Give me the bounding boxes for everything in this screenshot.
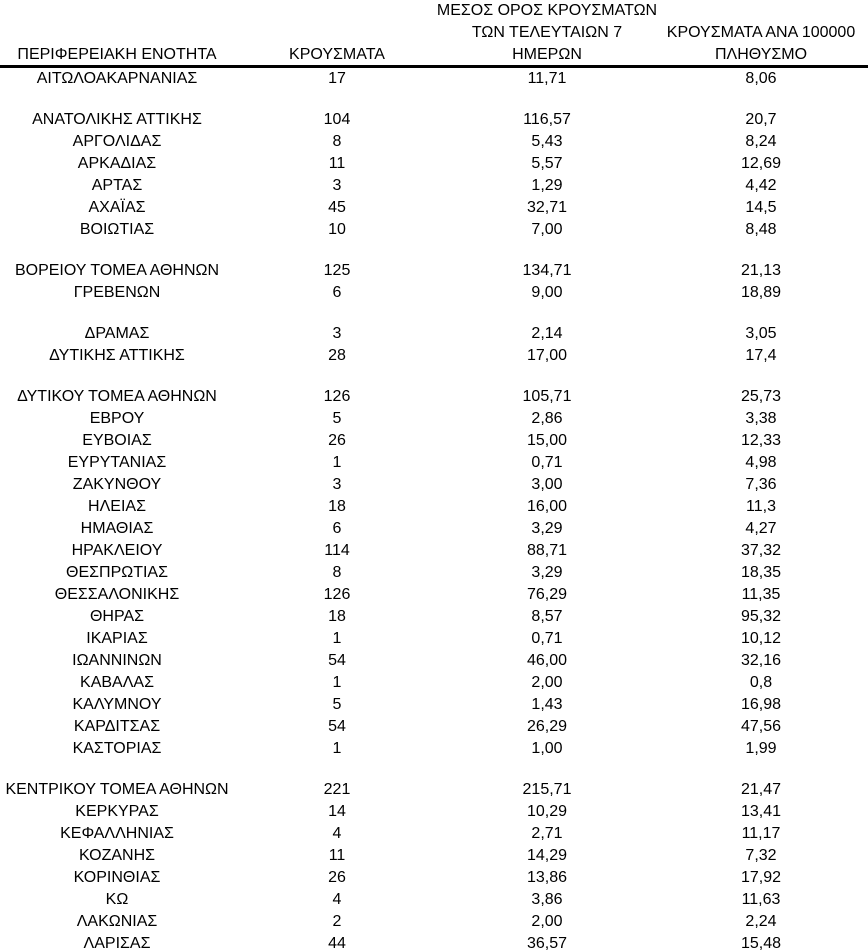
cases-cell: 8 [332, 133, 342, 150]
avg7-cell: 14,29 [526, 847, 568, 864]
region-cell: ΑΙΤΩΛΟΑΚΑΡΝΑΝΙΑΣ [36, 70, 198, 87]
region-cell: ΑΝΑΤΟΛΙΚΗΣ ΑΤΤΙΚΗΣ [32, 111, 202, 128]
per100k-cell: 12,33 [740, 432, 782, 449]
cases-cell: 45 [328, 199, 346, 216]
per100k-cell: 18,35 [740, 564, 782, 581]
avg7-cell: 32,71 [526, 199, 568, 216]
per100k-cell: 11,3 [746, 498, 776, 515]
cases-cell: 1 [332, 740, 342, 757]
table-row [0, 867, 868, 889]
table-row [0, 628, 868, 650]
cases-cell: 126 [323, 388, 351, 405]
table-row [0, 68, 868, 90]
per100k-cell: 13,41 [740, 803, 782, 820]
region-cell: ΔΥΤΙΚΟΥ ΤΟΜΕΑ ΑΘΗΝΩΝ [17, 388, 217, 405]
cases-cell: 114 [324, 542, 350, 559]
region-cell: ΚΕΦΑΛΛΗΝΙΑΣ [60, 825, 174, 842]
per100k-cell: 0,8 [749, 674, 773, 691]
header-avg7-line1: ΜΕΣΟΣ ΟΡΟΣ ΚΡΟΥΣΜΑΤΩΝ [436, 2, 658, 19]
region-cell: ΚΑΒΑΛΑΣ [80, 674, 154, 691]
cases-cell: 2 [332, 913, 342, 930]
table-row [0, 474, 868, 496]
cases-cell: 26 [328, 432, 346, 449]
avg7-cell: 105,71 [522, 388, 572, 405]
cases-cell: 6 [332, 284, 342, 301]
per100k-cell: 17,4 [745, 347, 777, 364]
region-cell: ΚΩ [105, 891, 129, 908]
group-gap [0, 241, 868, 260]
per100k-cell: 14,5 [745, 199, 777, 216]
avg7-cell: 215,71 [522, 781, 572, 798]
table-row [0, 219, 868, 241]
header-col-region [0, 0, 234, 66]
header-region-label: ΠΕΡΙΦΕΡΕΙΑΚΗ ΕΝΟΤΗΤΑ [17, 46, 217, 63]
avg7-cell: 3,86 [531, 891, 563, 908]
table-row [0, 540, 868, 562]
avg7-cell: 17,00 [526, 347, 568, 364]
per100k-cell: 11,17 [741, 825, 781, 842]
per100k-cell: 4,42 [745, 177, 777, 194]
table-row [0, 606, 868, 628]
cases-cell: 8 [332, 564, 342, 581]
table-row [0, 345, 868, 367]
table-row [0, 562, 868, 584]
per100k-cell: 21,47 [740, 781, 782, 798]
avg7-cell: 116,57 [523, 111, 571, 128]
region-cell: ΚΟΖΑΝΗΣ [78, 847, 156, 864]
cases-cell: 3 [332, 476, 342, 493]
table-row [0, 845, 868, 867]
region-cell: ΓΡΕΒΕΝΩΝ [73, 284, 161, 301]
header-per100k-line1: ΚΡΟΥΣΜΑΤΑ ΑΝΑ 100000 [666, 24, 856, 41]
table-row [0, 694, 868, 716]
table-row [0, 518, 868, 540]
per100k-cell: 37,32 [740, 542, 782, 559]
cases-cell: 44 [328, 935, 346, 951]
region-cell: ΛΑΚΩΝΙΑΣ [76, 913, 158, 930]
region-cell: ΒΟΡΕΙΟΥ ΤΟΜΕΑ ΑΘΗΝΩΝ [14, 262, 220, 279]
region-cell: ΙΚΑΡΙΑΣ [86, 630, 148, 647]
cases-cell: 1 [332, 630, 342, 647]
table-row [0, 496, 868, 518]
header-col-avg7 [436, 0, 658, 66]
cases-cell: 54 [328, 652, 346, 669]
avg7-cell: 15,00 [526, 432, 568, 449]
cases-cell: 4 [332, 825, 342, 842]
region-cell: ΑΡΤΑΣ [91, 177, 143, 194]
table-row [0, 584, 868, 606]
per100k-cell: 7,36 [745, 476, 777, 493]
avg7-cell: 0,71 [531, 630, 563, 647]
per100k-cell: 3,38 [745, 410, 777, 427]
per100k-cell: 8,24 [745, 133, 777, 150]
region-cell: ΖΑΚΥΝΘΟΥ [72, 476, 162, 493]
table-row [0, 911, 868, 933]
table-row [0, 386, 868, 408]
cases-cell: 5 [332, 696, 342, 713]
avg7-cell: 1,29 [531, 177, 563, 194]
region-cell: ΒΟΙΩΤΙΑΣ [79, 221, 155, 238]
cases-cell: 6 [332, 520, 342, 537]
avg7-cell: 2,86 [531, 410, 563, 427]
cases-cell: 11 [328, 847, 346, 864]
header-col-cases [234, 0, 440, 66]
per100k-cell: 1,99 [745, 740, 777, 757]
cases-cell: 26 [328, 869, 346, 886]
region-cell: ΑΡΚΑΔΙΑΣ [77, 155, 157, 172]
cases-cell: 1 [332, 674, 342, 691]
per100k-cell: 12,69 [740, 155, 782, 172]
avg7-cell: 9,00 [531, 284, 563, 301]
per100k-cell: 8,48 [745, 221, 777, 238]
region-cell: ΘΗΡΑΣ [89, 608, 145, 625]
group-gap [0, 304, 868, 323]
per100k-cell: 4,98 [745, 454, 777, 471]
avg7-cell: 2,71 [531, 825, 563, 842]
table-row [0, 650, 868, 672]
avg7-cell: 36,57 [526, 935, 568, 951]
table-body [0, 68, 868, 951]
cases-cell: 18 [328, 608, 346, 625]
cases-cell: 11 [328, 155, 346, 172]
avg7-cell: 7,00 [531, 221, 563, 238]
region-cell: ΘΕΣΣΑΛΟΝΙΚΗΣ [54, 586, 180, 603]
table-row [0, 823, 868, 845]
table-row [0, 153, 868, 175]
region-cell: ΕΥΒΟΙΑΣ [82, 432, 152, 449]
avg7-cell: 3,29 [531, 564, 563, 581]
per100k-cell: 11,63 [741, 891, 781, 908]
avg7-cell: 76,29 [526, 586, 568, 603]
region-cell: ΑΡΓΟΛΙΔΑΣ [72, 133, 162, 150]
avg7-cell: 46,00 [526, 652, 568, 669]
per100k-cell: 10,12 [740, 630, 782, 647]
per100k-cell: 4,27 [745, 520, 777, 537]
table-row [0, 716, 868, 738]
cases-cell: 104 [323, 111, 351, 128]
header-col-per100k [654, 0, 868, 66]
per100k-cell: 7,32 [745, 847, 777, 864]
region-cell: ΕΥΡΥΤΑΝΙΑΣ [67, 454, 167, 471]
region-cell: ΔΥΤΙΚΗΣ ΑΤΤΙΚΗΣ [49, 347, 185, 364]
cases-cell: 5 [332, 410, 342, 427]
region-cell: ΑΧΑΪΑΣ [88, 199, 146, 216]
table-row [0, 282, 868, 304]
group-gap [0, 367, 868, 386]
cases-cell: 126 [323, 586, 351, 603]
avg7-cell: 3,29 [531, 520, 563, 537]
per100k-cell: 25,73 [740, 388, 782, 405]
avg7-cell: 8,57 [531, 608, 563, 625]
per100k-cell: 17,92 [740, 869, 782, 886]
region-cell: ΗΜΑΘΙΑΣ [80, 520, 154, 537]
cases-cell: 18 [328, 498, 346, 515]
per100k-cell: 15,48 [740, 935, 782, 951]
per100k-cell: 16,98 [740, 696, 782, 713]
table-row [0, 933, 868, 951]
avg7-cell: 2,14 [531, 325, 563, 342]
region-cell: ΗΡΑΚΛΕΙΟΥ [71, 542, 163, 559]
per100k-cell: 47,56 [740, 718, 782, 735]
table-row [0, 131, 868, 153]
table-row [0, 672, 868, 694]
region-cell: ΚΑΣΤΟΡΙΑΣ [72, 740, 162, 757]
cases-cell: 1 [332, 454, 342, 471]
region-cell: ΛΑΡΙΣΑΣ [83, 935, 151, 951]
cases-cell: 17 [328, 70, 346, 87]
per100k-cell: 21,13 [740, 262, 782, 279]
per100k-cell: 8,06 [745, 70, 777, 87]
header-cases-label: ΚΡΟΥΣΜΑΤΑ [289, 46, 385, 63]
table-row [0, 889, 868, 911]
avg7-cell: 11,71 [527, 70, 567, 87]
avg7-cell: 2,00 [531, 913, 563, 930]
avg7-cell: 13,86 [526, 869, 568, 886]
header-avg7-line2: ΤΩΝ ΤΕΛΕΥΤΑΙΩΝ 7 [471, 24, 623, 41]
cases-cell: 10 [328, 221, 346, 238]
table-row [0, 109, 868, 131]
header-avg7-line3: ΗΜΕΡΩΝ [512, 46, 582, 63]
region-cell: ΗΛΕΙΑΣ [88, 498, 146, 515]
table-row [0, 175, 868, 197]
table-row [0, 260, 868, 282]
per100k-cell: 95,32 [740, 608, 782, 625]
region-cell: ΔΡΑΜΑΣ [84, 325, 150, 342]
region-cell: ΚΟΡΙΝΘΙΑΣ [73, 869, 161, 886]
per100k-cell: 32,16 [740, 652, 782, 669]
region-cell: ΘΕΣΠΡΩΤΙΑΣ [66, 564, 168, 581]
table-row [0, 738, 868, 760]
per100k-cell: 2,24 [745, 913, 777, 930]
per100k-cell: 18,89 [740, 284, 782, 301]
cases-cell: 125 [323, 262, 351, 279]
group-gap [0, 90, 868, 109]
table-row [0, 452, 868, 474]
region-cell: ΚΑΡΔΙΤΣΑΣ [73, 718, 161, 735]
table-row [0, 197, 868, 219]
per100k-cell: 20,7 [745, 111, 777, 128]
region-cell: ΚΕΝΤΡΙΚΟΥ ΤΟΜΕΑ ΑΘΗΝΩΝ [5, 781, 229, 798]
region-cell: ΕΒΡΟΥ [89, 410, 145, 427]
cases-cell: 28 [328, 347, 346, 364]
per100k-cell: 11,35 [741, 586, 781, 603]
cases-cell: 4 [332, 891, 342, 908]
avg7-cell: 88,71 [526, 542, 568, 559]
table-row [0, 323, 868, 345]
table-header [0, 0, 868, 68]
cases-cell: 14 [328, 803, 346, 820]
cases-cell: 3 [332, 325, 342, 342]
region-cell: ΚΑΛΥΜΝΟΥ [72, 696, 162, 713]
table-row [0, 408, 868, 430]
avg7-cell: 1,00 [531, 740, 563, 757]
region-cell: ΙΩΑΝΝΙΝΩΝ [72, 652, 162, 669]
avg7-cell: 1,43 [531, 696, 563, 713]
avg7-cell: 5,43 [531, 133, 563, 150]
cases-cell: 54 [328, 718, 346, 735]
table-row [0, 779, 868, 801]
cases-cell: 3 [332, 177, 342, 194]
avg7-cell: 0,71 [531, 454, 563, 471]
per100k-cell: 3,05 [745, 325, 777, 342]
avg7-cell: 2,00 [531, 674, 563, 691]
group-gap [0, 760, 868, 779]
avg7-cell: 16,00 [526, 498, 568, 515]
region-cell: ΚΕΡΚΥΡΑΣ [75, 803, 159, 820]
avg7-cell: 26,29 [526, 718, 568, 735]
header-per100k-line2: ΠΛΗΘΥΣΜΟ [714, 46, 808, 63]
cases-cell: 221 [323, 781, 351, 798]
table-row [0, 801, 868, 823]
table-row [0, 430, 868, 452]
avg7-cell: 10,29 [526, 803, 568, 820]
avg7-cell: 3,00 [531, 476, 563, 493]
avg7-cell: 5,57 [531, 155, 563, 172]
avg7-cell: 134,71 [522, 262, 572, 279]
